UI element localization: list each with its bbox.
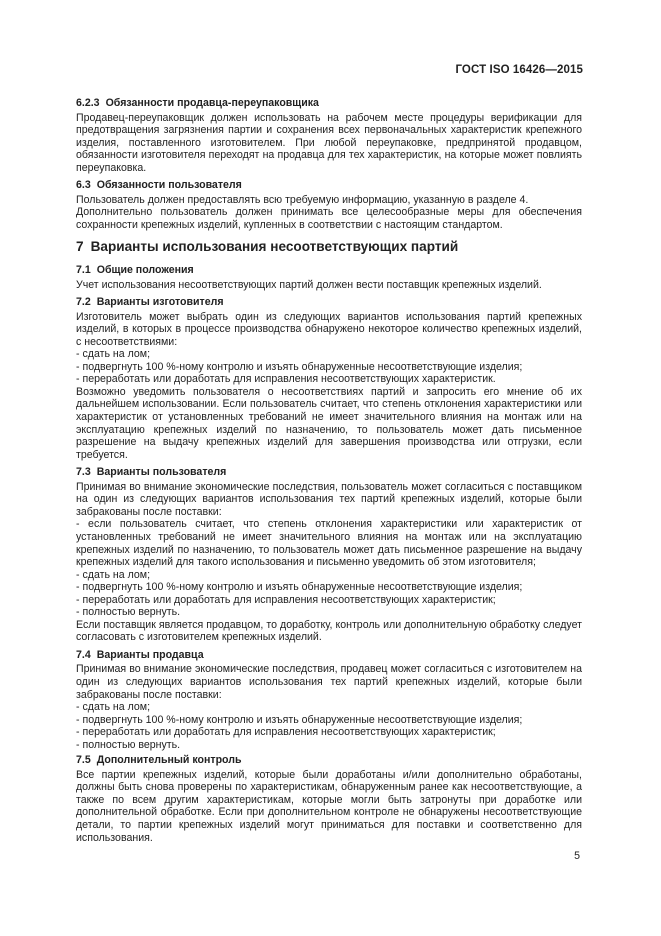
list-item: - переработать или доработать для исправления несоответствующих характеристик; bbox=[76, 726, 496, 739]
section-number: 6.3 bbox=[76, 179, 91, 192]
paragraph: Все партии крепежных изделий, которые были доработаны и/или дополнительно обработаны, должны быть снова проверены по характеристикам, обнаруженным ранее как несоответствующие, а также по всем другим характеристикам, которые могли быть затронуты при доработке или дополнительной обработке. Если при дополнительном контроле не обнаружены несоответствующие детали, то партии крепежных изделий могут приниматься для поставки и соответственно для использования. bbox=[76, 768, 582, 844]
section-6-2-3-heading bbox=[76, 97, 582, 110]
section-7-heading bbox=[76, 241, 582, 254]
section-title: Варианты пользователя bbox=[96, 466, 227, 479]
list-item: - подвергнуть 100 %-ному контролю и изъять обнаруженные несоответствующие изделия; bbox=[76, 581, 523, 594]
paragraph: Принимая во внимание экономические последствия, пользователь может согласиться с поставщиком на один из следующих вариантов использования тех партий крепежных изделий, которые были забракованы после поставки: bbox=[76, 480, 582, 518]
section-title: Общие положения bbox=[96, 264, 194, 277]
list-item: - сдать на лом; bbox=[76, 348, 151, 361]
section-number: 7.1 bbox=[76, 264, 91, 277]
paragraph: - если пользователь считает, что степень отклонения характеристики или характеристик от установленных требований не имеет значительного влияния на монтаж или на эксплуатацию крепежных изделий по назначению, то пользователь может дать письменное разрешение на выдачу крепежных изделий для такого использования и письменно уведомить об этом изготовителя; bbox=[76, 518, 582, 569]
section-6-3-heading bbox=[76, 179, 582, 192]
section-number: 7.3 bbox=[76, 466, 91, 479]
section-title: Обязанности продавца-переупаковщика bbox=[105, 97, 319, 109]
list-item: - переработать или доработать для исправления несоответствующих характеристик; bbox=[76, 593, 496, 606]
section-7-4-heading bbox=[76, 649, 582, 662]
section-title: Варианты продавца bbox=[96, 648, 204, 661]
standard-designation: ГОСТ ISO 16426—2015 bbox=[455, 64, 583, 76]
section-number: 6.2.3 bbox=[76, 97, 100, 109]
section-number: 7.2 bbox=[76, 296, 91, 309]
section-7-1-heading bbox=[76, 264, 582, 277]
section-7-3-heading bbox=[76, 466, 582, 479]
paragraph: Дополнительно пользователь должен принимать все целесообразные меры для обеспечения сохранности крепежных изделий, купленных в соответствии с настоящим стандартом. bbox=[76, 206, 582, 231]
section-number: 7.5 bbox=[76, 754, 91, 767]
list-item: - переработать или доработать для исправления несоответствующих характеристик. bbox=[76, 373, 496, 386]
paragraph: Учет использования несоответствующих партий должен вести поставщик крепежных изделий. bbox=[76, 278, 542, 291]
page-content bbox=[76, 93, 582, 844]
paragraph: Пользователь должен предоставлять всю требуемую информацию, указанную в разделе 4. bbox=[76, 193, 529, 206]
section-title: Дополнительный контроль bbox=[96, 754, 242, 767]
list-item: - подвергнуть 100 %-ному контролю и изъять обнаруженные несоответствующие изделия; bbox=[76, 713, 523, 726]
section-number: 7.4 bbox=[76, 648, 91, 661]
section-title: Варианты использования несоответствующих партий bbox=[90, 239, 459, 255]
list-item: - сдать на лом; bbox=[76, 568, 151, 581]
paragraph: Изготовитель может выбрать один из следующих вариантов использования партий крепежных изделий, в которых в процессе производства обнаружено некоторое количество крепежных изделий, с несоответствиями: bbox=[76, 310, 582, 348]
paragraph: Продавец-переупаковщик должен использовать на рабочем месте процедуры верификации для предотвращения загрязнения партии и сохранения всех первоначальных характеристик крепежного изделия, поставленного изготовителем. При любой переупаковке, предпринятой продавцом, обязанности изготовителя переходят на продавца для тех характеристик, на которые может повлиять переупаковка. bbox=[76, 111, 582, 174]
section-title: Варианты изготовителя bbox=[96, 296, 224, 309]
section-7-2-heading bbox=[76, 296, 582, 309]
paragraph: Если поставщик является продавцом, то доработку, контроль или дополнительную обработку следует согласовать с изготовителем крепежных изделий. bbox=[76, 618, 582, 644]
page-number: 5 bbox=[574, 850, 580, 862]
list-item: - полностью вернуть. bbox=[76, 738, 181, 751]
section-title: Обязанности пользователя bbox=[96, 179, 242, 192]
section-7-5-heading bbox=[76, 754, 582, 767]
list-item: - сдать на лом; bbox=[76, 701, 151, 714]
list-item: - полностью вернуть. bbox=[76, 606, 181, 619]
paragraph: Принимая во внимание экономические последствия, продавец может согласиться с изготовителем на один из следующих вариантов использования тех партий крепежных изделий, которые были забракованы после поставки: bbox=[76, 663, 582, 701]
list-item: - подвергнуть 100 %-ному контролю и изъять обнаруженные несоответствующие изделия; bbox=[76, 360, 523, 373]
section-number: 7 bbox=[76, 239, 84, 255]
paragraph: Возможно уведомить пользователя о несоответствиях партий и запросить его мнение об их дальнейшем использовании. Если пользователь считает, что степень отклонения характеристики или характеристик от установленных требований не имеет значительного влияния на монтаж или на эксплуатацию крепежных изделий по назначению, то пользователь может дать письменное разрешение на выдачу крепежных изделий для завершения производства или отгрузки, если требуется. bbox=[76, 385, 582, 461]
